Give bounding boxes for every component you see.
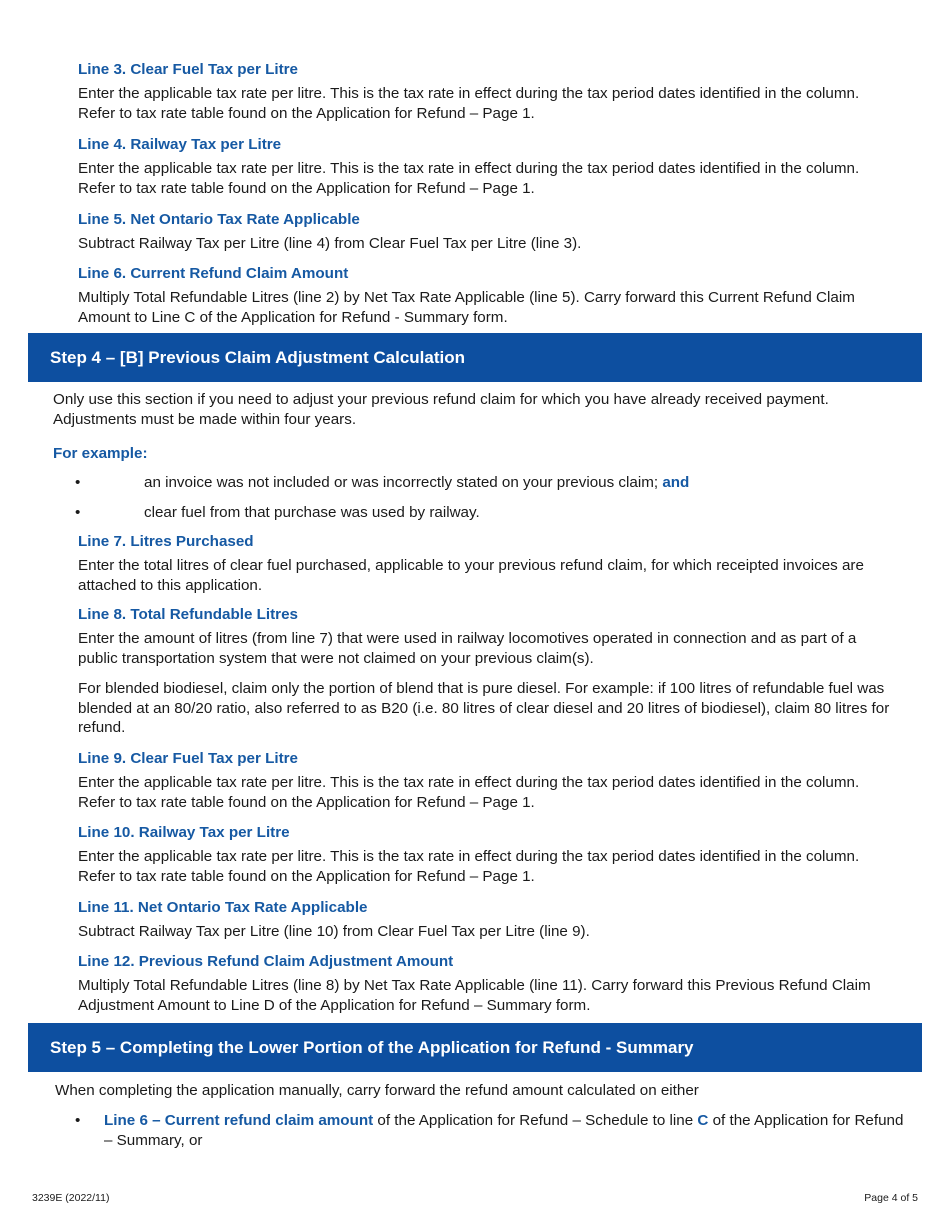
step5-bullet-dot: •	[75, 1112, 81, 1129]
example-label: For example:	[53, 445, 148, 462]
line6-text: Multiply Total Refundable Litres (line 2) by Net Tax Rate Applicable (line 5). Carry forward this Current Refund Claim Amount to Line C of the Application for Refund - Summary form.	[78, 289, 855, 326]
line9-heading: Line 9. Clear Fuel Tax per Litre	[78, 750, 299, 767]
form-id: 3239E (2022/11)	[32, 1192, 110, 1204]
line5-text: Subtract Railway Tax per Litre (line 4) from Clear Fuel Tax per Litre (line 3).	[78, 235, 582, 252]
line11-text: Subtract Railway Tax per Litre (line 10) from Clear Fuel Tax per Litre (line 9).	[78, 923, 590, 940]
line8-text2: For blended biodiesel, claim only the portion of blend that is pure diesel. For example: if 100 litres of refundable fuel was blended at an 80/20 ratio, also referred to as B20 (i.e. 80 litres of clear diesel and 20 litres of biodiesel), claim 80 litres for refund.	[78, 680, 890, 736]
bullet-dot-1: •	[75, 474, 81, 491]
bullet-item-2: clear fuel from that purchase was used by railway.	[144, 504, 480, 521]
line8-text: Enter the amount of litres (from line 7) that were used in railway locomotives operated in connection and as part of a public transportation system that were not claimed on your previous claim(s).	[78, 630, 857, 667]
step4-intro: Only use this section if you need to adjust your previous refund claim for which you have already received payment. Adjustments must be made within four years.	[53, 391, 829, 428]
bullet-item-1: an invoice was not included or was incorrectly stated on your previous claim; and	[144, 474, 690, 491]
line5-heading: Line 5. Net Ontario Tax Rate Applicable	[78, 211, 360, 228]
line12-text: Multiply Total Refundable Litres (line 8) by Net Tax Rate Applicable (line 11). Carry forward this Previous Refund Claim Adjustment Amount to Line D of the Application for Refund – Summary form.	[78, 977, 871, 1014]
line10-text: Enter the applicable tax rate per litre. This is the tax rate in effect during the tax period dates identified in the column. Refer to tax rate table found on the Application for Refund – Page 1.	[78, 848, 860, 885]
line12-heading: Line 12. Previous Refund Claim Adjustment Amount	[78, 953, 454, 970]
line11-heading: Line 11. Net Ontario Tax Rate Applicable	[78, 899, 368, 916]
line6-heading: Line 6. Current Refund Claim Amount	[78, 265, 349, 282]
line7-text: Enter the total litres of clear fuel purchased, applicable to your previous refund claim, for which receipted invoices are attached to this application.	[78, 557, 864, 594]
page-number: Page 4 of 5	[864, 1192, 918, 1204]
step5-intro: When completing the application manually, carry forward the refund amount calculated on either	[55, 1082, 699, 1099]
line-c-ref: C	[697, 1112, 709, 1129]
line4-text: Enter the applicable tax rate per litre. This is the tax rate in effect during the tax period dates identified in the column. Refer to tax rate table found on the Application for Refund – Page 1.	[78, 160, 860, 197]
line3-text: Enter the applicable tax rate per litre. This is the tax rate in effect during the tax period dates identified in the column. Refer to tax rate table found on the Application for Refund – Page 1.	[78, 85, 860, 122]
line10-heading: Line 10. Railway Tax per Litre	[78, 824, 290, 841]
step4-header: Step 4 – [B] Previous Claim Adjustment Calculation	[28, 333, 922, 382]
line8-heading: Line 8. Total Refundable Litres	[78, 606, 298, 623]
line4-heading: Line 4. Railway Tax per Litre	[78, 136, 282, 153]
line3-heading: Line 3. Clear Fuel Tax per Litre	[78, 61, 299, 78]
step5-bullet: Line 6 – Current refund claim amount of the Application for Refund – Schedule to line C of the Application for Refund – Summary, or	[104, 1112, 904, 1149]
bullet-dot-2: •	[75, 504, 81, 521]
bullet-and: and	[662, 474, 690, 491]
line7-heading: Line 7. Litres Purchased	[78, 533, 254, 550]
line9-text: Enter the applicable tax rate per litre. This is the tax rate in effect during the tax period dates identified in the column. Refer to tax rate table found on the Application for Refund – Page 1.	[78, 774, 860, 811]
step5-header: Step 5 – Completing the Lower Portion of the Application for Refund - Summary	[28, 1023, 922, 1072]
line6-ref: Line 6 – Current refund claim amount	[104, 1112, 374, 1129]
